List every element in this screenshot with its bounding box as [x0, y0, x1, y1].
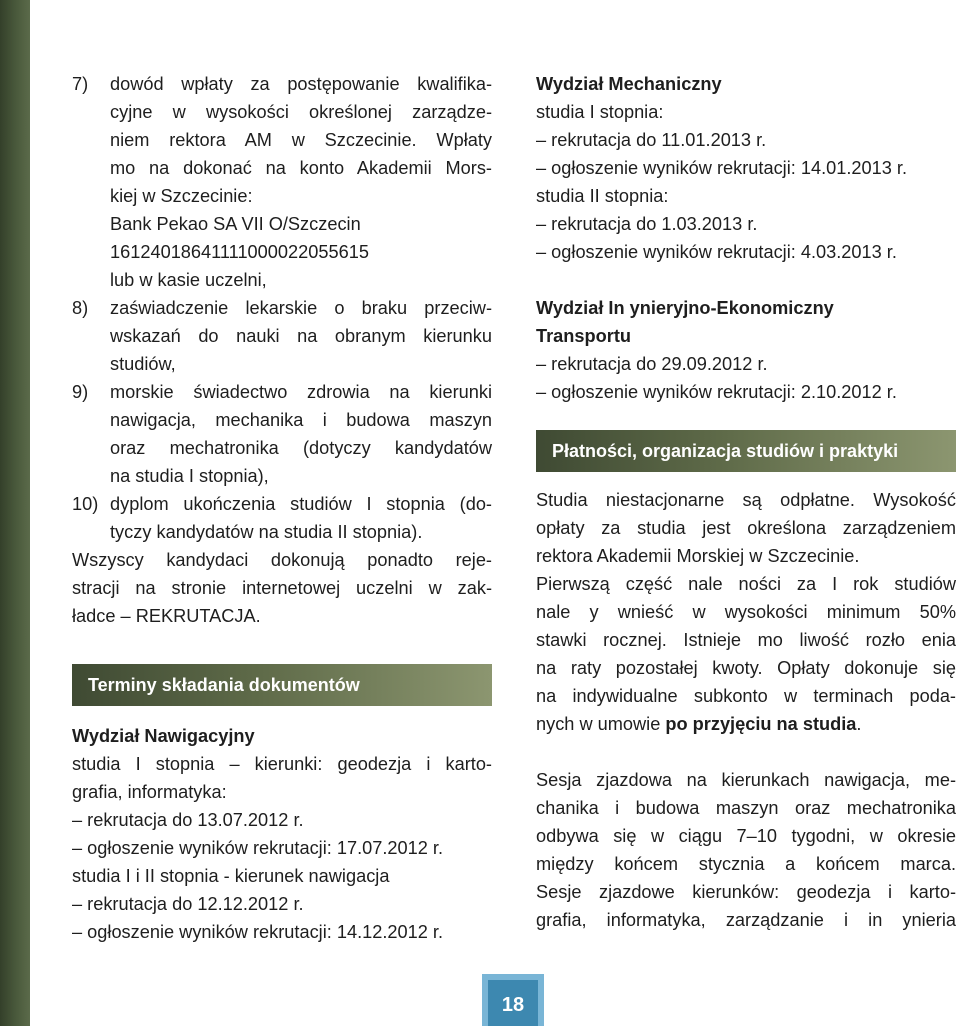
- list-text: tyczy kandydatów na studia II stopnia).: [110, 522, 423, 542]
- list-text: dowód wpłaty za postępowanie kwalifika-: [110, 74, 492, 94]
- section-header-payments: Płatności, organizacja studiów i praktyki: [536, 430, 956, 472]
- list-text: oraz mechatronika (dotyczy kandydatów: [110, 438, 492, 458]
- right-column: [536, 70, 956, 934]
- faculty-line: grafia, informatyka:: [72, 782, 227, 802]
- faculty-line: – ogłoszenie wyników rekrutacji: 17.07.2012 r.: [72, 838, 444, 858]
- faculty-line: – ogłoszenie wyników rekrutacji: 4.03.2013 r.: [536, 242, 897, 262]
- faculty-line: – rekrutacja do 13.07.2012 r.: [72, 810, 304, 830]
- spacer: [536, 266, 956, 294]
- paragraph-line: między końcem stycznia a końcem marca.: [536, 854, 956, 874]
- faculty-title: Wydział Mechaniczny: [536, 74, 722, 94]
- list-text: nawigacja, mechanika i budowa maszyn: [110, 410, 492, 430]
- paragraph-line: nale y wnieść w wysokości minimum 50%: [536, 602, 956, 622]
- text-run: .: [856, 714, 862, 734]
- section-header-deadlines: Terminy składania dokumentów: [72, 664, 492, 706]
- list-item-7: [72, 70, 492, 294]
- faculty-mechanical: [536, 70, 956, 266]
- spacer: [72, 630, 492, 664]
- list-number: 8): [72, 298, 89, 318]
- list-text: niem rektora AM w Szczecinie. Wpłaty: [110, 130, 492, 150]
- faculty-title: Wydział Nawigacyjny: [72, 726, 255, 746]
- list-text: cyjne w wysokości określonej zarządze-: [110, 102, 492, 122]
- spacer: [72, 706, 492, 722]
- payments-paragraph: [536, 486, 956, 738]
- paragraph-line: rektora Akademii Morskiej w Szczecinie.: [536, 546, 860, 566]
- faculty-transport: [536, 294, 956, 406]
- paragraph-line: odbywa się w ciągu 7–10 tygodni, w okresie: [536, 826, 956, 846]
- left-column: [72, 70, 492, 946]
- faculty-line: – rekrutacja do 11.01.2013 r.: [536, 130, 767, 150]
- text-run: nych w umowie: [536, 714, 666, 734]
- emphasis-text: po przyjęciu na studia: [665, 714, 857, 734]
- faculty-line: – rekrutacja do 12.12.2012 r.: [72, 894, 304, 914]
- paragraph-line: ładce – REKRUTACJA.: [72, 606, 261, 626]
- sessions-paragraph: [536, 766, 956, 934]
- list-number: 7): [72, 74, 89, 94]
- page-number: 18: [482, 974, 544, 1026]
- registration-paragraph: [72, 546, 492, 630]
- bank-name: Bank Pekao SA VII O/Szczecin: [110, 214, 361, 234]
- list-text: wskazań do nauki na obranym kierunku: [110, 326, 492, 346]
- paragraph-line: Studia niestacjonarne są odpłatne. Wysokość: [536, 490, 956, 510]
- paragraph-line: grafia, informatyka, zarządzanie i in ynieria: [536, 910, 956, 930]
- paragraph-line: chanika i budowa maszyn oraz mechatronika: [536, 798, 956, 818]
- list-item-8: [72, 294, 492, 378]
- paragraph-line: [536, 710, 956, 738]
- list-number: 10): [72, 494, 99, 514]
- spacer: [536, 738, 956, 766]
- paragraph-line: Sesja zjazdowa na kierunkach nawigacja, me-: [536, 770, 956, 790]
- faculty-line: – ogłoszenie wyników rekrutacji: 14.01.2013 r.: [536, 158, 908, 178]
- list-text: zaświadczenie lekarskie o braku przeciw-: [110, 298, 492, 318]
- list-item-9: [72, 378, 492, 490]
- faculty-line: – rekrutacja do 1.03.2013 r.: [536, 214, 758, 234]
- list-text: dyplom ukończenia studiów I stopnia (do-: [110, 494, 492, 514]
- paragraph-line: Wszyscy kandydaci dokonują ponadto reje-: [72, 550, 492, 570]
- paragraph-line: na raty pozostałej kwoty. Opłaty dokonuje się: [536, 658, 956, 678]
- paragraph-line: Sesje zjazdowe kierunków: geodezja i karto-: [536, 882, 956, 902]
- faculty-title: Wydział In ynieryjno-Ekonomiczny: [536, 298, 834, 318]
- list-text: na studia I stopnia),: [110, 466, 269, 486]
- side-stripe: [0, 0, 30, 1026]
- spacer: [536, 472, 956, 486]
- paragraph-line: Pierwszą część nale ności za I rok studiów: [536, 574, 956, 594]
- paragraph-line: stracji na stronie internetowej uczelni w zak-: [72, 578, 492, 598]
- faculty-line: – rekrutacja do 29.09.2012 r.: [536, 354, 768, 374]
- spacer: [536, 406, 956, 430]
- list-text: studiów,: [110, 354, 176, 374]
- faculty-line: studia I i II stopnia - kierunek nawigacja: [72, 866, 390, 886]
- paragraph-line: stawki rocznej. Istnieje mo liwość rozło enia: [536, 630, 956, 650]
- bank-account-number: 16124018641111000022055615: [110, 242, 369, 262]
- paragraph-line: opłaty za studia jest określona zarządzeniem: [536, 518, 956, 538]
- faculty-line: – ogłoszenie wyników rekrutacji: 14.12.2012 r.: [72, 922, 444, 942]
- list-text: mo na dokonać na konto Akademii Mors-: [110, 158, 492, 178]
- faculty-navigation: [72, 722, 492, 946]
- paragraph-line: na indywidualne subkonto w terminach poda-: [536, 686, 956, 706]
- list-text: morskie świadectwo zdrowia na kierunki: [110, 382, 492, 402]
- faculty-line: – ogłoszenie wyników rekrutacji: 2.10.2012 r.: [536, 382, 897, 402]
- faculty-line: studia I stopnia:: [536, 102, 664, 122]
- list-text: lub w kasie uczelni,: [110, 270, 267, 290]
- faculty-title: Transportu: [536, 326, 631, 346]
- list-item-10: [72, 490, 492, 546]
- list-text: kiej w Szczecinie:: [110, 186, 253, 206]
- list-number: 9): [72, 382, 89, 402]
- faculty-line: studia II stopnia:: [536, 186, 669, 206]
- faculty-line: studia I stopnia – kierunki: geodezja i karto-: [72, 754, 492, 774]
